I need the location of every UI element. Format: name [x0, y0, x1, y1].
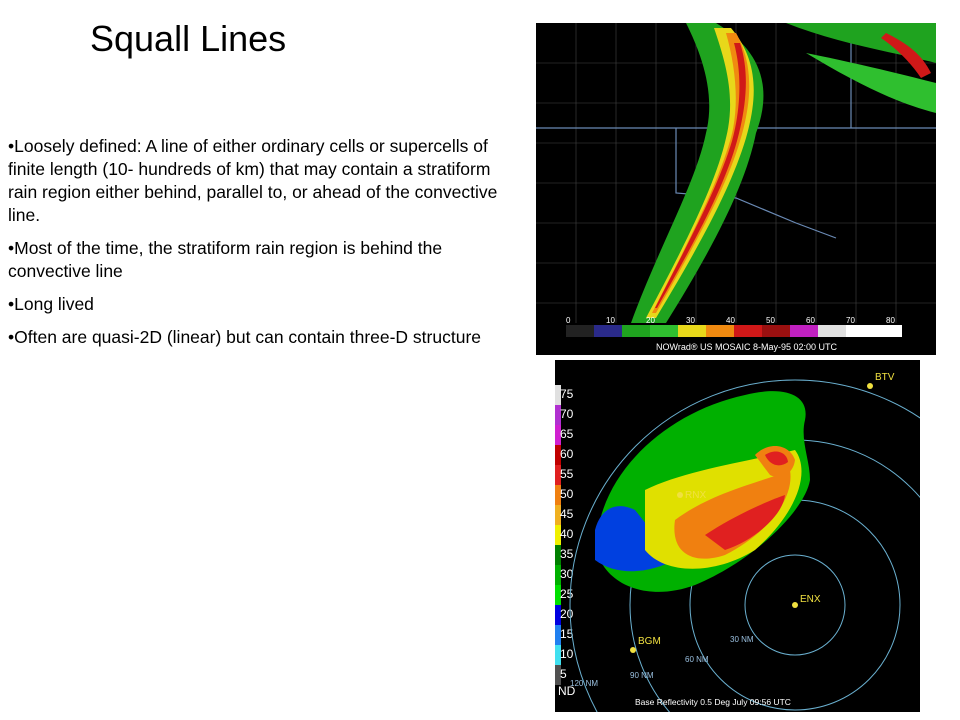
- legend-value: 45: [560, 507, 574, 521]
- bullet-list: [8, 135, 508, 359]
- legend-value: 70: [560, 407, 574, 421]
- range-label: 60 NM: [685, 655, 709, 664]
- scale-tick: 30: [686, 316, 695, 325]
- legend-value: 40: [560, 527, 574, 541]
- mosaic-caption: NOWrad® US MOSAIC 8-May-95 02:00 UTC: [656, 342, 838, 352]
- legend-value: 50: [560, 487, 574, 501]
- range-label: 90 NM: [630, 671, 654, 680]
- range-label: 30 NM: [730, 635, 754, 644]
- legend-value: 20: [560, 607, 574, 621]
- legend-value: 5: [560, 667, 567, 681]
- legend-value: ND: [558, 684, 576, 698]
- station-label: BTV: [875, 372, 895, 383]
- legend-value: 25: [560, 587, 574, 601]
- legend-value: 35: [560, 547, 574, 561]
- scale-tick: 60: [806, 316, 815, 325]
- legend-value: 60: [560, 447, 574, 461]
- base-reflectivity-image: [555, 360, 920, 712]
- range-label: 120 NM: [570, 679, 599, 688]
- bullet-item: •Most of the time, the stratiform rain region is behind the convective line: [8, 238, 443, 281]
- radar-footer: Base Reflectivity 0.5 Deg July 09:56 UTC: [635, 697, 791, 707]
- scale-tick: 20: [646, 316, 655, 325]
- color-scale-bar: [566, 325, 902, 337]
- station-label: RNX: [685, 490, 707, 501]
- bullet-item: •Often are quasi-2D (linear) but can contain three-D structure: [8, 327, 482, 347]
- scale-tick: 50: [766, 316, 775, 325]
- scale-tick: 10: [606, 316, 615, 325]
- scale-tick: 80: [886, 316, 895, 325]
- slide-title: Squall Lines: [90, 18, 287, 59]
- legend-value: 30: [560, 567, 574, 581]
- scale-tick: 40: [726, 316, 735, 325]
- bullet-item: •Loosely defined: A line of either ordinary cells or supercells of finite length (10- hundreds of km) that may contain a stratiform rain region either behind, parallel to, or ahead of the convective line.: [8, 136, 498, 225]
- station-label: ENX: [800, 594, 821, 605]
- scale-tick: 70: [846, 316, 855, 325]
- legend-value: 15: [560, 627, 574, 641]
- bullet-item: •Long lived: [8, 294, 94, 314]
- legend-value: 55: [560, 467, 574, 481]
- nowrad-mosaic-image: [536, 23, 936, 355]
- legend-value: 75: [560, 387, 574, 401]
- scale-tick: 0: [566, 316, 571, 325]
- station-label: BGM: [638, 636, 661, 647]
- legend-value: 10: [560, 647, 574, 661]
- legend-value: 65: [560, 427, 574, 441]
